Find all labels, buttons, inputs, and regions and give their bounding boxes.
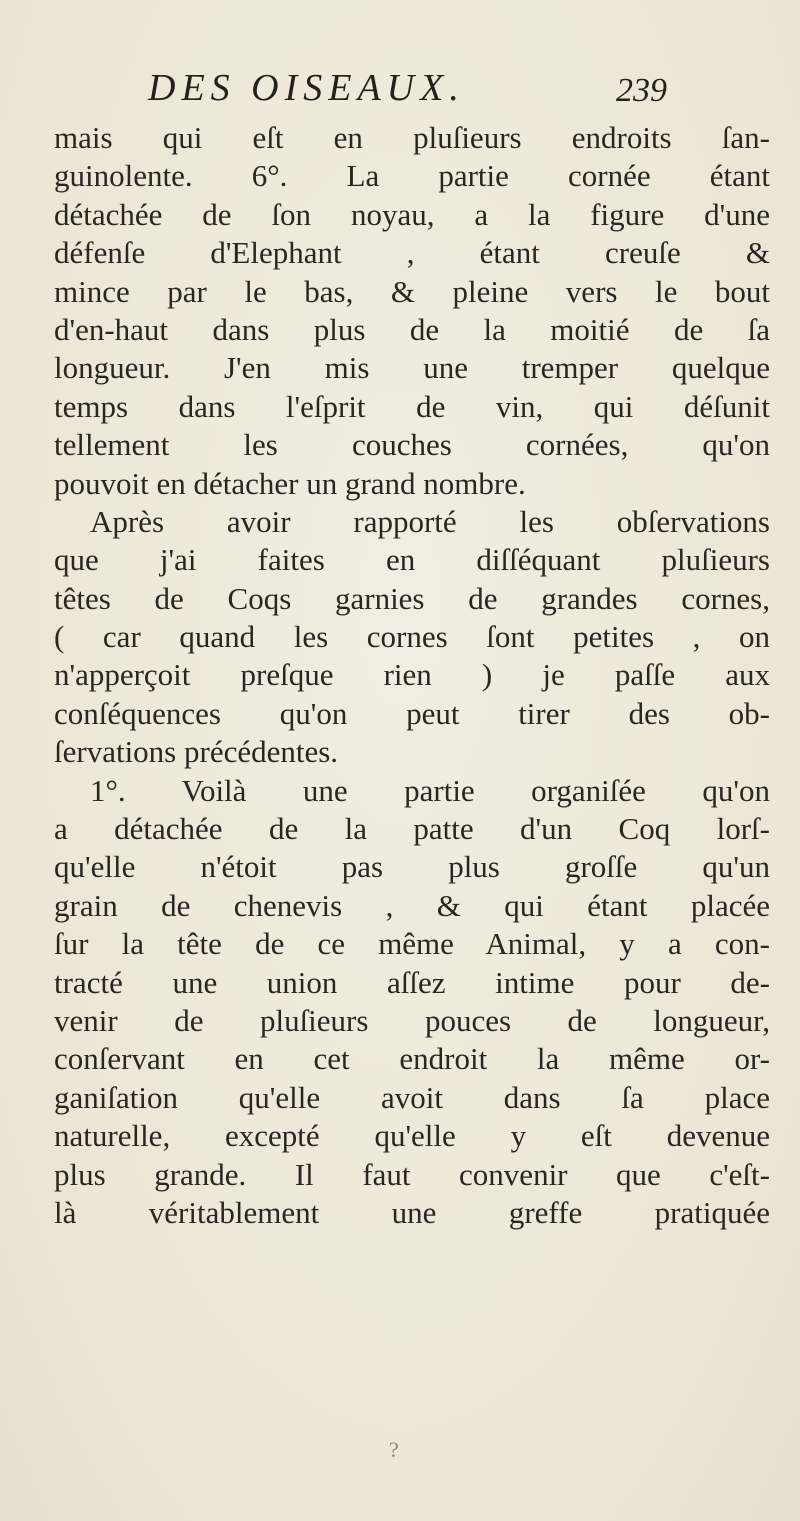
text-line: conſéquences qu'on peut tirer des ob-: [54, 695, 770, 731]
text-line: tellement les couches cornées, qu'on: [54, 427, 770, 463]
body-text: [54, 119, 770, 1232]
text-line: là véritablement une greffe pratiquée: [54, 1194, 770, 1230]
text-line: venir de pluſieurs pouces de longueur,: [54, 1002, 770, 1038]
text-line: défenſe d'Elephant , étant creuſe &: [54, 235, 770, 271]
text-line: détachée de ſon noyau, a la figure d'une: [54, 196, 770, 232]
text-line: tracté une union aſſez intime pour de-: [54, 964, 770, 1000]
text-line: a détachée de la patte d'un Coq lorſ-: [54, 811, 770, 847]
text-line: ſervations précédentes.: [54, 734, 339, 770]
text-line: d'en-haut dans plus de la moitié de ſa: [54, 311, 770, 347]
text-line: que j'ai faites en diſſéquant pluſieurs: [54, 542, 770, 578]
page-number: 239: [616, 72, 667, 109]
text-line: longueur. J'en mis une tremper quelque: [54, 350, 770, 386]
paragraph-start-line: Après avoir rapporté les obſervations: [90, 503, 770, 539]
footer-mark: ?: [389, 1437, 399, 1462]
text-line: ganiſation qu'elle avoit dans ſa place: [54, 1079, 770, 1115]
text-line: n'apperçoit preſque rien ) je paſſe aux: [54, 657, 770, 693]
running-title: DES OISEAUX.: [148, 67, 465, 109]
text-line: têtes de Coqs garnies de grandes cornes,: [54, 580, 770, 616]
text-line: ſur la tête de ce même Animal, y a con-: [54, 926, 770, 962]
text-line: naturelle, excepté qu'elle y eſt devenue: [54, 1118, 770, 1154]
text-line: conſervant en cet endroit la même or-: [54, 1041, 770, 1077]
text-line: mince par le bas, & pleine vers le bout: [54, 273, 770, 309]
text-line: temps dans l'eſprit de vin, qui déſunit: [54, 388, 770, 424]
text-line: guinolente. 6°. La partie cornée étant: [54, 158, 770, 194]
paragraph-start-line: 1°. Voilà une partie organiſée qu'on: [90, 772, 770, 808]
text-line: ( car quand les cornes ſont petites , on: [54, 619, 770, 655]
text-line: mais qui eſt en pluſieurs endroits ſan-: [54, 120, 770, 155]
text-line: qu'elle n'étoit pas plus groſſe qu'un: [54, 849, 770, 885]
text-line: grain de chenevis , & qui étant placée: [54, 887, 770, 923]
running-head: [148, 66, 667, 116]
text-line: pouvoit en détacher un grand nombre.: [54, 465, 526, 501]
text-line: plus grande. Il faut convenir que c'eſt-: [54, 1156, 770, 1192]
